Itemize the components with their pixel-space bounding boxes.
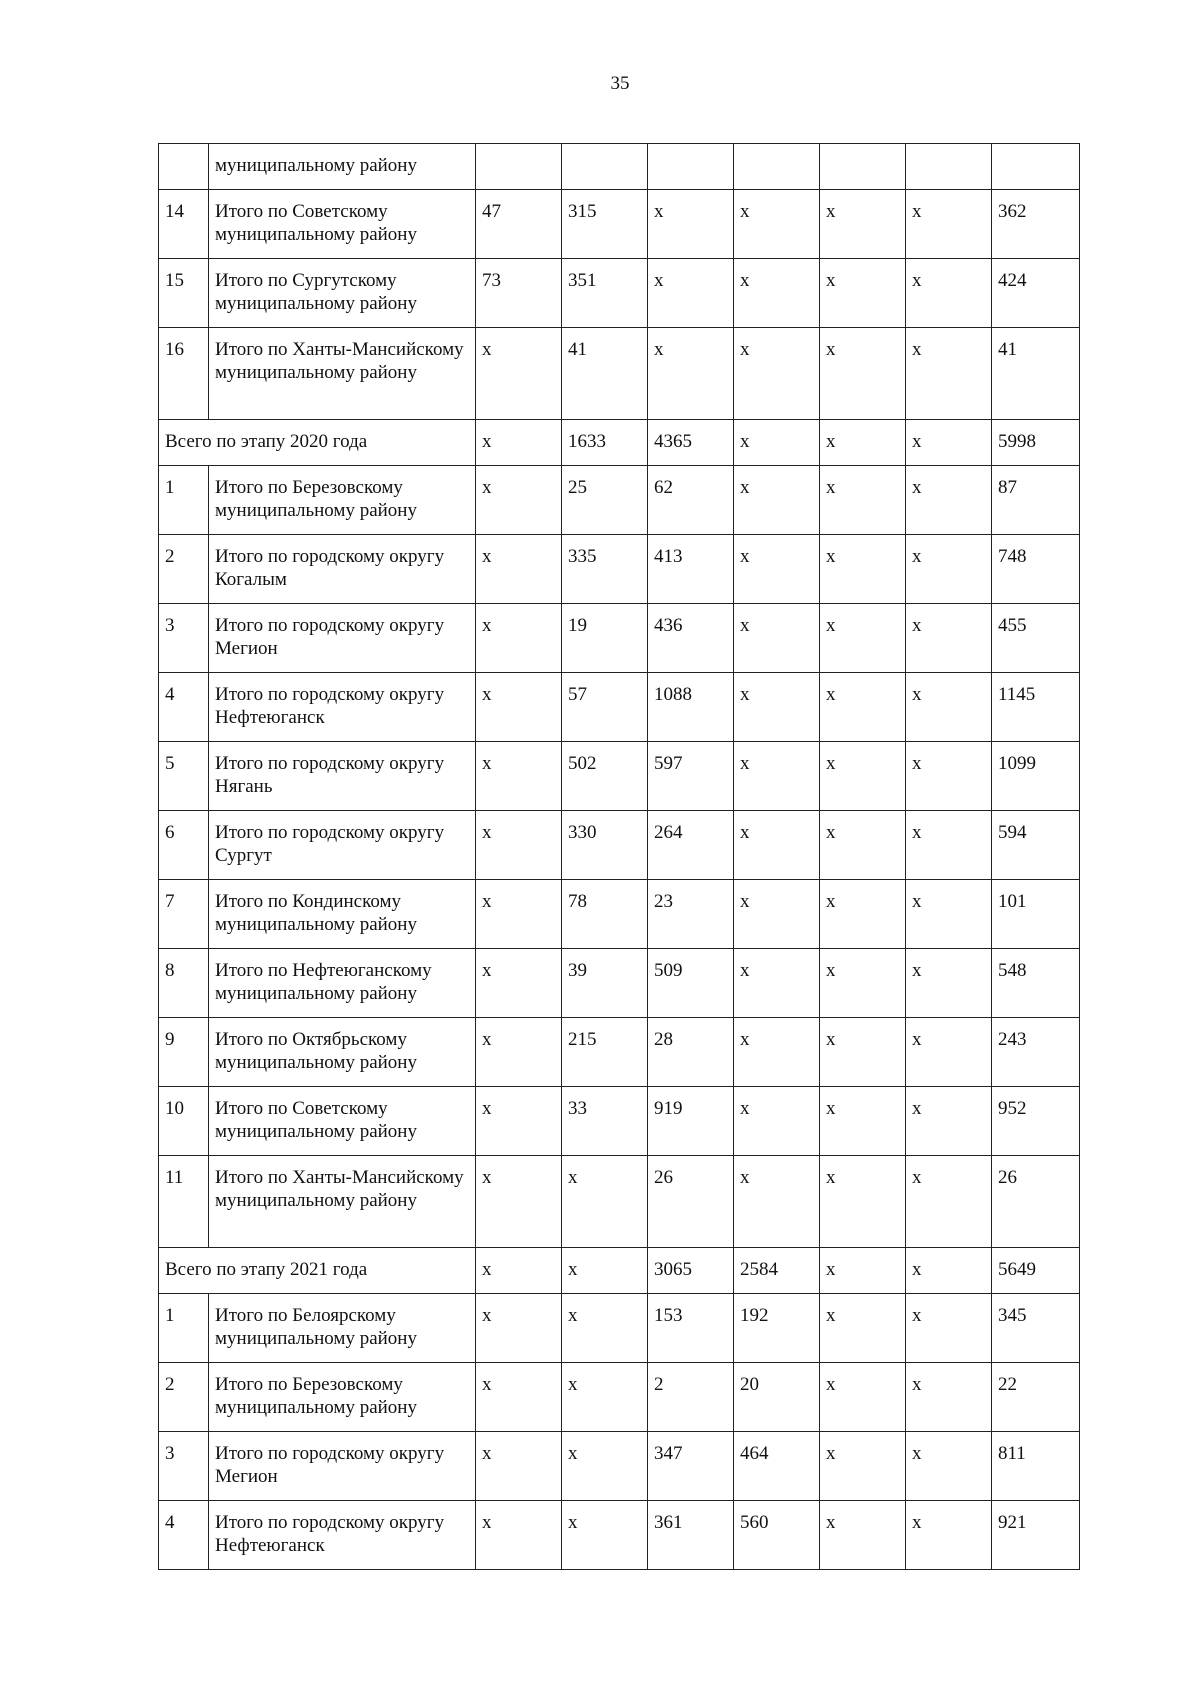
value-cell: 1088 bbox=[648, 673, 734, 742]
table-row bbox=[159, 742, 1080, 811]
table-row bbox=[159, 1432, 1080, 1501]
value-cell bbox=[734, 144, 820, 190]
value-cell: х bbox=[476, 466, 562, 535]
municipality-name-cell: Итого по городскому округу Нефтеюганск bbox=[209, 673, 476, 742]
value-cell: 264 bbox=[648, 811, 734, 880]
value-cell: х bbox=[476, 742, 562, 811]
value-cell: х bbox=[906, 466, 992, 535]
table-row bbox=[159, 1363, 1080, 1432]
value-cell: 153 bbox=[648, 1294, 734, 1363]
value-cell: 57 bbox=[562, 673, 648, 742]
total-value-cell: 455 bbox=[992, 604, 1080, 673]
row-number-cell: 4 bbox=[159, 1501, 209, 1570]
table-row bbox=[159, 466, 1080, 535]
value-cell: х bbox=[906, 328, 992, 420]
total-value-cell: 921 bbox=[992, 1501, 1080, 1570]
municipality-name-cell: Итого по Сургутскому муниципальному району bbox=[209, 259, 476, 328]
row-number-cell bbox=[159, 144, 209, 190]
table-row bbox=[159, 1087, 1080, 1156]
value-cell: 28 bbox=[648, 1018, 734, 1087]
row-number-cell: 3 bbox=[159, 1432, 209, 1501]
value-cell: 26 bbox=[648, 1156, 734, 1248]
table-row bbox=[159, 880, 1080, 949]
table-row bbox=[159, 673, 1080, 742]
municipality-name-cell: Итого по Ханты-Мансийскому муниципальному району bbox=[209, 1156, 476, 1248]
value-cell: х bbox=[476, 949, 562, 1018]
total-label-cell: Всего по этапу 2021 года bbox=[159, 1248, 476, 1294]
table-row bbox=[159, 1294, 1080, 1363]
table-row bbox=[159, 1156, 1080, 1248]
value-cell: х bbox=[820, 880, 906, 949]
value-cell: х bbox=[906, 673, 992, 742]
value-cell: х bbox=[562, 1294, 648, 1363]
value-cell bbox=[906, 144, 992, 190]
value-cell: х bbox=[734, 420, 820, 466]
municipality-name-cell: Итого по городскому округу Когалым bbox=[209, 535, 476, 604]
value-cell: х bbox=[734, 1018, 820, 1087]
table-row bbox=[159, 1018, 1080, 1087]
value-cell: х bbox=[820, 1018, 906, 1087]
value-cell: 361 bbox=[648, 1501, 734, 1570]
value-cell: 3065 bbox=[648, 1248, 734, 1294]
value-cell: х bbox=[906, 604, 992, 673]
value-cell: х bbox=[562, 1248, 648, 1294]
value-cell: х bbox=[906, 1432, 992, 1501]
table-row bbox=[159, 604, 1080, 673]
row-number-cell: 15 bbox=[159, 259, 209, 328]
value-cell: 192 bbox=[734, 1294, 820, 1363]
value-cell: х bbox=[476, 1018, 562, 1087]
value-cell: х bbox=[906, 1156, 992, 1248]
value-cell: х bbox=[476, 604, 562, 673]
row-number-cell: 11 bbox=[159, 1156, 209, 1248]
value-cell: х bbox=[906, 1018, 992, 1087]
value-cell: 47 bbox=[476, 190, 562, 259]
value-cell: х bbox=[906, 1363, 992, 1432]
value-cell: х bbox=[734, 1156, 820, 1248]
value-cell: х bbox=[906, 1501, 992, 1570]
municipality-name-cell: Итого по городскому округу Сургут bbox=[209, 811, 476, 880]
value-cell: х bbox=[476, 1087, 562, 1156]
value-cell: х bbox=[562, 1432, 648, 1501]
row-number-cell: 1 bbox=[159, 1294, 209, 1363]
value-cell bbox=[476, 144, 562, 190]
municipality-name-cell: Итого по Нефтеюганскому муниципальному району bbox=[209, 949, 476, 1018]
total-value-cell: 5649 bbox=[992, 1248, 1080, 1294]
municipality-name-cell: Итого по городскому округу Нефтеюганск bbox=[209, 1501, 476, 1570]
municipality-name-cell: Итого по Кондинскому муниципальному району bbox=[209, 880, 476, 949]
value-cell: 2584 bbox=[734, 1248, 820, 1294]
value-cell bbox=[648, 144, 734, 190]
total-value-cell: 748 bbox=[992, 535, 1080, 604]
value-cell: 41 bbox=[562, 328, 648, 420]
value-cell: х bbox=[476, 673, 562, 742]
value-cell: 62 bbox=[648, 466, 734, 535]
value-cell: х bbox=[734, 190, 820, 259]
value-cell: х bbox=[734, 466, 820, 535]
value-cell: х bbox=[648, 190, 734, 259]
value-cell: 597 bbox=[648, 742, 734, 811]
value-cell: х bbox=[734, 880, 820, 949]
row-number-cell: 10 bbox=[159, 1087, 209, 1156]
table-row bbox=[159, 1501, 1080, 1570]
total-value-cell: 811 bbox=[992, 1432, 1080, 1501]
value-cell: х bbox=[734, 604, 820, 673]
data-table bbox=[158, 143, 1080, 1570]
value-cell: 351 bbox=[562, 259, 648, 328]
value-cell: 25 bbox=[562, 466, 648, 535]
total-value-cell: 243 bbox=[992, 1018, 1080, 1087]
value-cell: х bbox=[734, 328, 820, 420]
value-cell: 4365 bbox=[648, 420, 734, 466]
value-cell: х bbox=[476, 1156, 562, 1248]
value-cell: х bbox=[820, 1248, 906, 1294]
row-number-cell: 8 bbox=[159, 949, 209, 1018]
value-cell: 347 bbox=[648, 1432, 734, 1501]
total-value-cell: 5998 bbox=[992, 420, 1080, 466]
value-cell: х bbox=[820, 259, 906, 328]
table-total-row bbox=[159, 1248, 1080, 1294]
total-value-cell: 26 bbox=[992, 1156, 1080, 1248]
row-number-cell: 6 bbox=[159, 811, 209, 880]
value-cell: х bbox=[820, 811, 906, 880]
value-cell: х bbox=[906, 535, 992, 604]
table-row bbox=[159, 144, 1080, 190]
value-cell: 509 bbox=[648, 949, 734, 1018]
municipality-name-cell: Итого по городскому округу Мегион bbox=[209, 1432, 476, 1501]
value-cell: х bbox=[820, 1501, 906, 1570]
value-cell bbox=[562, 144, 648, 190]
value-cell: х bbox=[476, 1501, 562, 1570]
municipality-name-cell: Итого по Советскому муниципальному району bbox=[209, 190, 476, 259]
value-cell: х bbox=[476, 535, 562, 604]
value-cell: х bbox=[562, 1363, 648, 1432]
value-cell: 919 bbox=[648, 1087, 734, 1156]
total-value-cell: 362 bbox=[992, 190, 1080, 259]
value-cell: 2 bbox=[648, 1363, 734, 1432]
value-cell: 78 bbox=[562, 880, 648, 949]
value-cell: 23 bbox=[648, 880, 734, 949]
total-value-cell: 22 bbox=[992, 1363, 1080, 1432]
total-value-cell: 345 bbox=[992, 1294, 1080, 1363]
municipality-name-cell: Итого по Советскому муниципальному району bbox=[209, 1087, 476, 1156]
value-cell: х bbox=[906, 1087, 992, 1156]
value-cell: х bbox=[820, 673, 906, 742]
value-cell: 19 bbox=[562, 604, 648, 673]
value-cell: 20 bbox=[734, 1363, 820, 1432]
value-cell: х bbox=[648, 259, 734, 328]
value-cell: х bbox=[476, 1432, 562, 1501]
value-cell: 73 bbox=[476, 259, 562, 328]
table-row bbox=[159, 328, 1080, 420]
municipality-name-cell: Итого по Березовскому муниципальному району bbox=[209, 466, 476, 535]
value-cell: 215 bbox=[562, 1018, 648, 1087]
total-value-cell: 101 bbox=[992, 880, 1080, 949]
table-row bbox=[159, 535, 1080, 604]
value-cell: 39 bbox=[562, 949, 648, 1018]
total-value-cell: 1145 bbox=[992, 673, 1080, 742]
page-number: 35 bbox=[610, 73, 630, 94]
municipality-name-cell: муниципальному району bbox=[209, 144, 476, 190]
value-cell: 464 bbox=[734, 1432, 820, 1501]
municipality-name-cell: Итого по Ханты-Мансийскому муниципальному району bbox=[209, 328, 476, 420]
row-number-cell: 2 bbox=[159, 535, 209, 604]
value-cell: х bbox=[476, 420, 562, 466]
value-cell: х bbox=[562, 1156, 648, 1248]
total-label-cell: Всего по этапу 2020 года bbox=[159, 420, 476, 466]
value-cell: х bbox=[476, 1294, 562, 1363]
value-cell: х bbox=[820, 1156, 906, 1248]
value-cell: х bbox=[734, 811, 820, 880]
value-cell: х bbox=[906, 190, 992, 259]
value-cell: х bbox=[734, 1087, 820, 1156]
table-row bbox=[159, 259, 1080, 328]
value-cell: х bbox=[906, 880, 992, 949]
value-cell: х bbox=[820, 420, 906, 466]
row-number-cell: 14 bbox=[159, 190, 209, 259]
municipality-name-cell: Итого по Белоярскому муниципальному району bbox=[209, 1294, 476, 1363]
value-cell: 335 bbox=[562, 535, 648, 604]
value-cell: х bbox=[820, 535, 906, 604]
value-cell: х bbox=[906, 1294, 992, 1363]
value-cell: х bbox=[820, 604, 906, 673]
row-number-cell: 7 bbox=[159, 880, 209, 949]
value-cell: х bbox=[820, 1294, 906, 1363]
municipality-name-cell: Итого по городскому округу Мегион bbox=[209, 604, 476, 673]
value-cell: х bbox=[476, 328, 562, 420]
municipality-name-cell: Итого по Березовскому муниципальному району bbox=[209, 1363, 476, 1432]
table-body bbox=[159, 144, 1080, 1570]
value-cell: 1633 bbox=[562, 420, 648, 466]
value-cell: х bbox=[820, 1432, 906, 1501]
value-cell: х bbox=[734, 259, 820, 328]
value-cell: х bbox=[476, 1363, 562, 1432]
row-number-cell: 3 bbox=[159, 604, 209, 673]
value-cell: х bbox=[820, 466, 906, 535]
value-cell: х bbox=[476, 880, 562, 949]
row-number-cell: 5 bbox=[159, 742, 209, 811]
value-cell: х bbox=[734, 535, 820, 604]
value-cell: х bbox=[734, 949, 820, 1018]
municipality-name-cell: Итого по Октябрьскому муниципальному району bbox=[209, 1018, 476, 1087]
total-value-cell: 87 bbox=[992, 466, 1080, 535]
value-cell: х bbox=[820, 742, 906, 811]
value-cell: х bbox=[906, 949, 992, 1018]
value-cell: 33 bbox=[562, 1087, 648, 1156]
value-cell: х bbox=[906, 811, 992, 880]
value-cell: 560 bbox=[734, 1501, 820, 1570]
table-row bbox=[159, 190, 1080, 259]
row-number-cell: 9 bbox=[159, 1018, 209, 1087]
value-cell: х bbox=[734, 673, 820, 742]
row-number-cell: 1 bbox=[159, 466, 209, 535]
value-cell: 436 bbox=[648, 604, 734, 673]
row-number-cell: 16 bbox=[159, 328, 209, 420]
value-cell bbox=[820, 144, 906, 190]
table-total-row bbox=[159, 420, 1080, 466]
value-cell: х bbox=[476, 1248, 562, 1294]
value-cell: х bbox=[906, 742, 992, 811]
value-cell: х bbox=[820, 190, 906, 259]
total-value-cell bbox=[992, 144, 1080, 190]
table-row bbox=[159, 949, 1080, 1018]
municipality-name-cell: Итого по городскому округу Нягань bbox=[209, 742, 476, 811]
value-cell: х bbox=[906, 1248, 992, 1294]
value-cell: х bbox=[476, 811, 562, 880]
value-cell: х bbox=[562, 1501, 648, 1570]
total-value-cell: 594 bbox=[992, 811, 1080, 880]
value-cell: 502 bbox=[562, 742, 648, 811]
value-cell: х bbox=[906, 420, 992, 466]
value-cell: х bbox=[734, 742, 820, 811]
value-cell: х bbox=[648, 328, 734, 420]
value-cell: 413 bbox=[648, 535, 734, 604]
total-value-cell: 41 bbox=[992, 328, 1080, 420]
total-value-cell: 548 bbox=[992, 949, 1080, 1018]
value-cell: х bbox=[906, 259, 992, 328]
total-value-cell: 1099 bbox=[992, 742, 1080, 811]
table-row bbox=[159, 811, 1080, 880]
value-cell: 315 bbox=[562, 190, 648, 259]
row-number-cell: 2 bbox=[159, 1363, 209, 1432]
value-cell: 330 bbox=[562, 811, 648, 880]
total-value-cell: 424 bbox=[992, 259, 1080, 328]
value-cell: х bbox=[820, 1363, 906, 1432]
value-cell: х bbox=[820, 328, 906, 420]
value-cell: х bbox=[820, 949, 906, 1018]
value-cell: х bbox=[820, 1087, 906, 1156]
row-number-cell: 4 bbox=[159, 673, 209, 742]
total-value-cell: 952 bbox=[992, 1087, 1080, 1156]
